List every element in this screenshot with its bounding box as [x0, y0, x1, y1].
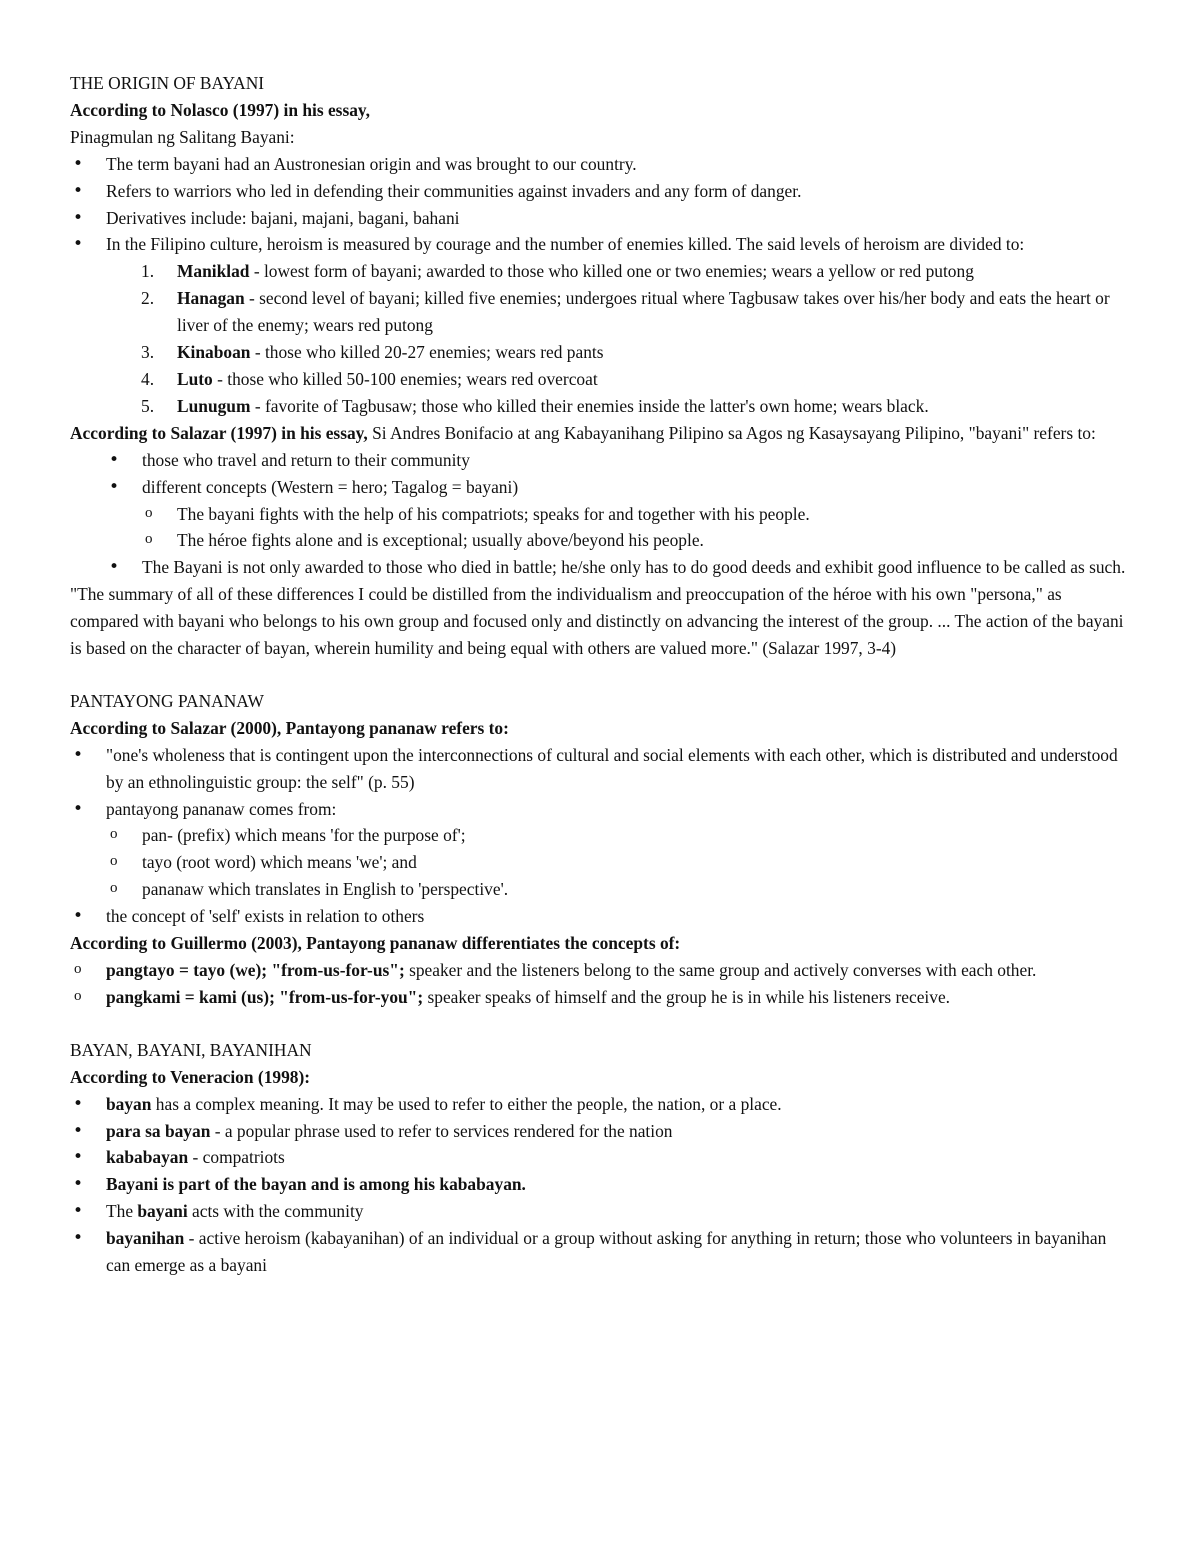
- list-item: • In the Filipino culture, heroism is measured by courage and the number of enemies killed. The said levels of heroism are divided to:: [70, 231, 1130, 258]
- list-item: • para sa bayan - a popular phrase used to refer to services rendered for the nation: [70, 1118, 1130, 1145]
- sub-list-item: o pan- (prefix) which means 'for the purpose of';: [106, 822, 1130, 849]
- level-item: 5. Lunugum - favorite of Tagbusaw; those who killed their enemies inside the latter's own home; wears black.: [141, 395, 929, 416]
- spacer: [70, 662, 1130, 688]
- list-item: • Derivatives include: bajani, majani, bagani, bahani: [70, 205, 1130, 232]
- pantayong-sub-list: [70, 822, 1130, 903]
- pantayong-bullet-list: [70, 742, 1130, 823]
- level-item: 4. Luto - those who killed 50-100 enemies; wears red overcoat: [141, 368, 598, 389]
- list-item: • kababayan - compatriots: [70, 1144, 1130, 1171]
- sub-list-item: o pananaw which translates in English to 'perspective'.: [106, 876, 1130, 903]
- list-item: • The Bayani is not only awarded to those who died in battle; he/she only has to do good deeds and exhibit good influence to be called as such.: [106, 554, 1130, 581]
- section-heading-origin: THE ORIGIN OF BAYANI: [70, 73, 265, 93]
- spacer: [70, 1011, 1130, 1037]
- list-item: • Bayani is part of the bayan and is among his kababayan.: [70, 1171, 1130, 1198]
- level-item: 1. Maniklad - lowest form of bayani; awarded to those who killed one or two enemies; wears a yellow or red putong: [141, 261, 974, 282]
- list-item: • the concept of 'self' exists in relation to others: [70, 903, 1130, 930]
- sub-list-item: o tayo (root word) which means 'we'; and: [106, 849, 1130, 876]
- level-item: 2. Hanagan - second level of bayani; killed five enemies; undergoes ritual where Tagbusaw takes over his/her body and eats the heart or liver of the enemy; wears red putong: [141, 288, 1110, 336]
- list-item: • "one's wholeness that is contingent upon the interconnections of cultural and social elements with each other, which is distributed and understood by an ethnolinguistic group: the self" (p. 55): [70, 742, 1130, 796]
- source-nolasco: According to Nolasco (1997) in his essay,: [70, 99, 370, 120]
- sub-list-item: o The bayani fights with the help of his compatriots; speaks for and together with his people.: [141, 501, 1130, 528]
- source-veneracion: According to Veneracion (1998):: [70, 1066, 311, 1087]
- source-guillermo: According to Guillermo (2003), Pantayong pananaw differentiates the concepts of:: [70, 933, 681, 954]
- list-item: • those who travel and return to their community: [106, 447, 1130, 474]
- pantayong-bullet-list-2: [70, 903, 1130, 930]
- salazar-bullet-list-2: [70, 554, 1130, 581]
- origin-bullet-list: [70, 151, 1130, 259]
- list-item: • The term bayani had an Austronesian origin and was brought to our country.: [70, 151, 1130, 178]
- list-item: • The bayani acts with the community: [70, 1198, 1130, 1225]
- list-item: • different concepts (Western = hero; Tagalog = bayani): [106, 474, 1130, 501]
- heroism-levels-list: [70, 258, 1130, 419]
- salazar-intro: According to Salazar (1997) in his essay, Si Andres Bonifacio at ang Kabayanihang Pilipino sa Agos ng Kasaysayang Pilipino, "bayani" refers to:: [70, 422, 1096, 443]
- level-item: 3. Kinaboan - those who killed 20-27 enemies; wears red pants: [141, 342, 604, 363]
- sub-list-item: o pangkami = kami (us); "from-us-for-you"; speaker speaks of himself and the group he is in while his listeners receive.: [70, 984, 1130, 1011]
- list-item: • bayanihan - active heroism (kabayanihan) of an individual or a group without asking for anything in return; those who volunteers in bayanihan can emerge as a bayani: [70, 1225, 1130, 1279]
- bayan-bullet-list: [70, 1091, 1130, 1279]
- subtitle-pinagmulan: Pinagmulan ng Salitang Bayani:: [70, 126, 295, 147]
- list-item: • pantayong pananaw comes from:: [70, 796, 1130, 823]
- sub-list-item: o The héroe fights alone and is exceptional; usually above/beyond his people.: [141, 527, 1130, 554]
- list-item: • bayan has a complex meaning. It may be used to refer to either the people, the nation, or a place.: [70, 1091, 1130, 1118]
- section-heading-bayan: BAYAN, BAYANI, BAYANIHAN: [70, 1039, 312, 1060]
- section-heading-pantayong: PANTAYONG PANANAW: [70, 690, 264, 711]
- guillermo-list: [70, 957, 1130, 1011]
- sub-list-item: o pangtayo = tayo (we); "from-us-for-us"; speaker and the listeners belong to the same group and actively converses with each other.: [70, 957, 1130, 984]
- salazar-sub-list: [70, 501, 1130, 555]
- list-item: • Refers to warriors who led in defending their communities against invaders and any form of danger.: [70, 178, 1130, 205]
- salazar-quote: "The summary of all of these differences I could be distilled from the individualism and preoccupation of the héroe with his own "persona," as compared with bayani who belongs to his own group and focused only and distinctly on advancing the interest of the group. ... The action of the bayani is based on the character of bayan, wherein humility and being equal with others are valued more." (Salazar 1997, 3-4): [70, 584, 1124, 659]
- salazar-bullet-list: [70, 447, 1130, 501]
- source-salazar-2000: According to Salazar (2000), Pantayong pananaw refers to:: [70, 717, 509, 738]
